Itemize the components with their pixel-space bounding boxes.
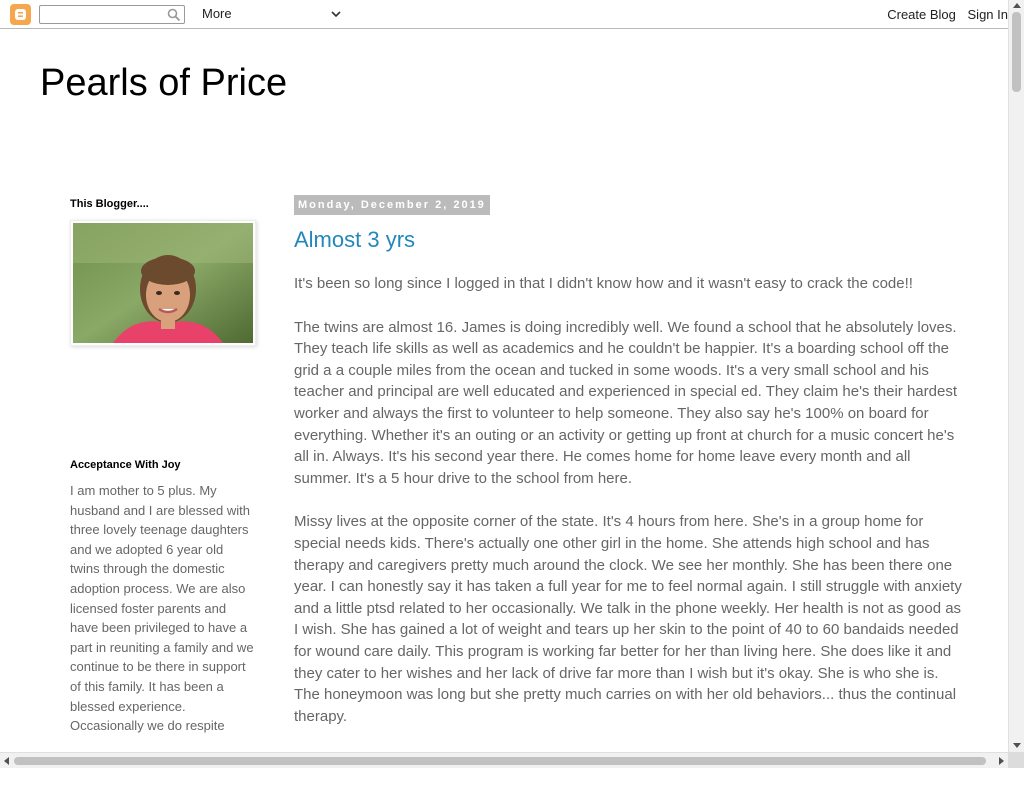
- more-dropdown[interactable]: [202, 6, 344, 24]
- scrollbar-corner: [1008, 752, 1024, 768]
- profile-photo[interactable]: [70, 220, 256, 346]
- post-title[interactable]: Almost 3 yrs: [294, 227, 416, 252]
- scroll-up-arrow-icon[interactable]: [1013, 3, 1021, 8]
- chevron-down-icon: [330, 8, 342, 20]
- main-content: [294, 195, 966, 793]
- scroll-right-arrow-icon[interactable]: [999, 757, 1004, 765]
- post-body: [294, 273, 966, 771]
- post-paragraph: Missy lives at the opposite corner of the state. It's 4 hours from here. She's in a group home for special needs kids. There's actually one other girl in the home. She attends high school and has therapy and caregivers pretty much around the clock. We see her monthly. She has been there one year. I can honestly say it has taken a full year for me to feel normal again. I still struggle with anxiety and a little ptsd related to her occasionally. We talk in the phone weekly. Her health is not as good as I wish. She has gained a lot of weight and tears up her skin to the point of 40 to 60 bandaids needed for wound care daily. This program is working far better for her than living here. She does like it and they cater to her wishes and her lack of drive far more than I wish but it's okay. She is who she is. The honeymoon was long but she pretty much carries on with her old behaviors... thus the continual therapy.: [294, 513, 962, 725]
- post-date-header: Monday, December 2, 2019: [294, 195, 490, 215]
- sidebar: [70, 198, 256, 736]
- search-input[interactable]: [42, 7, 160, 21]
- scroll-down-arrow-icon[interactable]: [1013, 743, 1021, 748]
- about-widget-title: Acceptance With Joy: [70, 459, 181, 471]
- profile-widget-title: This Blogger....: [70, 198, 149, 210]
- create-blog-link[interactable]: Create Blog: [887, 7, 956, 22]
- blogger-navbar: [0, 0, 1008, 29]
- search-field[interactable]: [39, 5, 185, 24]
- vertical-scrollbar[interactable]: [1008, 0, 1024, 752]
- blog-title[interactable]: Pearls of Price: [40, 62, 288, 104]
- about-widget: [70, 459, 256, 736]
- profile-widget: [70, 198, 256, 346]
- horizontal-scroll-thumb[interactable]: [14, 757, 986, 765]
- search-icon[interactable]: [167, 8, 181, 22]
- navbar-actions: [879, 7, 1008, 22]
- more-dropdown-label: More: [202, 6, 232, 21]
- scroll-left-arrow-icon[interactable]: [4, 757, 9, 765]
- blogger-logo-icon[interactable]: [10, 4, 31, 25]
- horizontal-scrollbar[interactable]: [0, 752, 1008, 768]
- about-text: I am mother to 5 plus. My husband and I are blessed with three lovely teenage daughters and we adopted 6 year old twins through the domestic adoption process. We are also licensed foster parents and have been privileged to have a part in reuniting a family and we continue to be there in support of this family. It has been a blessed experience. Occasionally we do respite: [70, 483, 254, 734]
- sign-in-link[interactable]: Sign In: [967, 7, 1008, 22]
- post-paragraph: The twins are almost 16. James is doing incredibly well. We found a school that he absolutely loves. They teach life skills as well as academics and he couldn't be happier. It's a boarding school off the grid a a couple miles from the ocean and tucked in some woods. It's a very small school and his teacher and principal are well educated and experienced in special ed. They claim he's their hardest worker and always the first to volunteer to help someone. They also say he's 100% on board for everything. Whether it's an outing or an activity or getting up front at church for a music concert he's all in. Always. It's his second year there. He comes home for home leave every month and all summer. It's a 5 hour drive to the school from here.: [294, 318, 957, 487]
- vertical-scroll-thumb[interactable]: [1012, 12, 1021, 92]
- post-paragraph: It's been so long since I logged in that I didn't know how and it wasn't easy to crack the code!!: [294, 275, 913, 292]
